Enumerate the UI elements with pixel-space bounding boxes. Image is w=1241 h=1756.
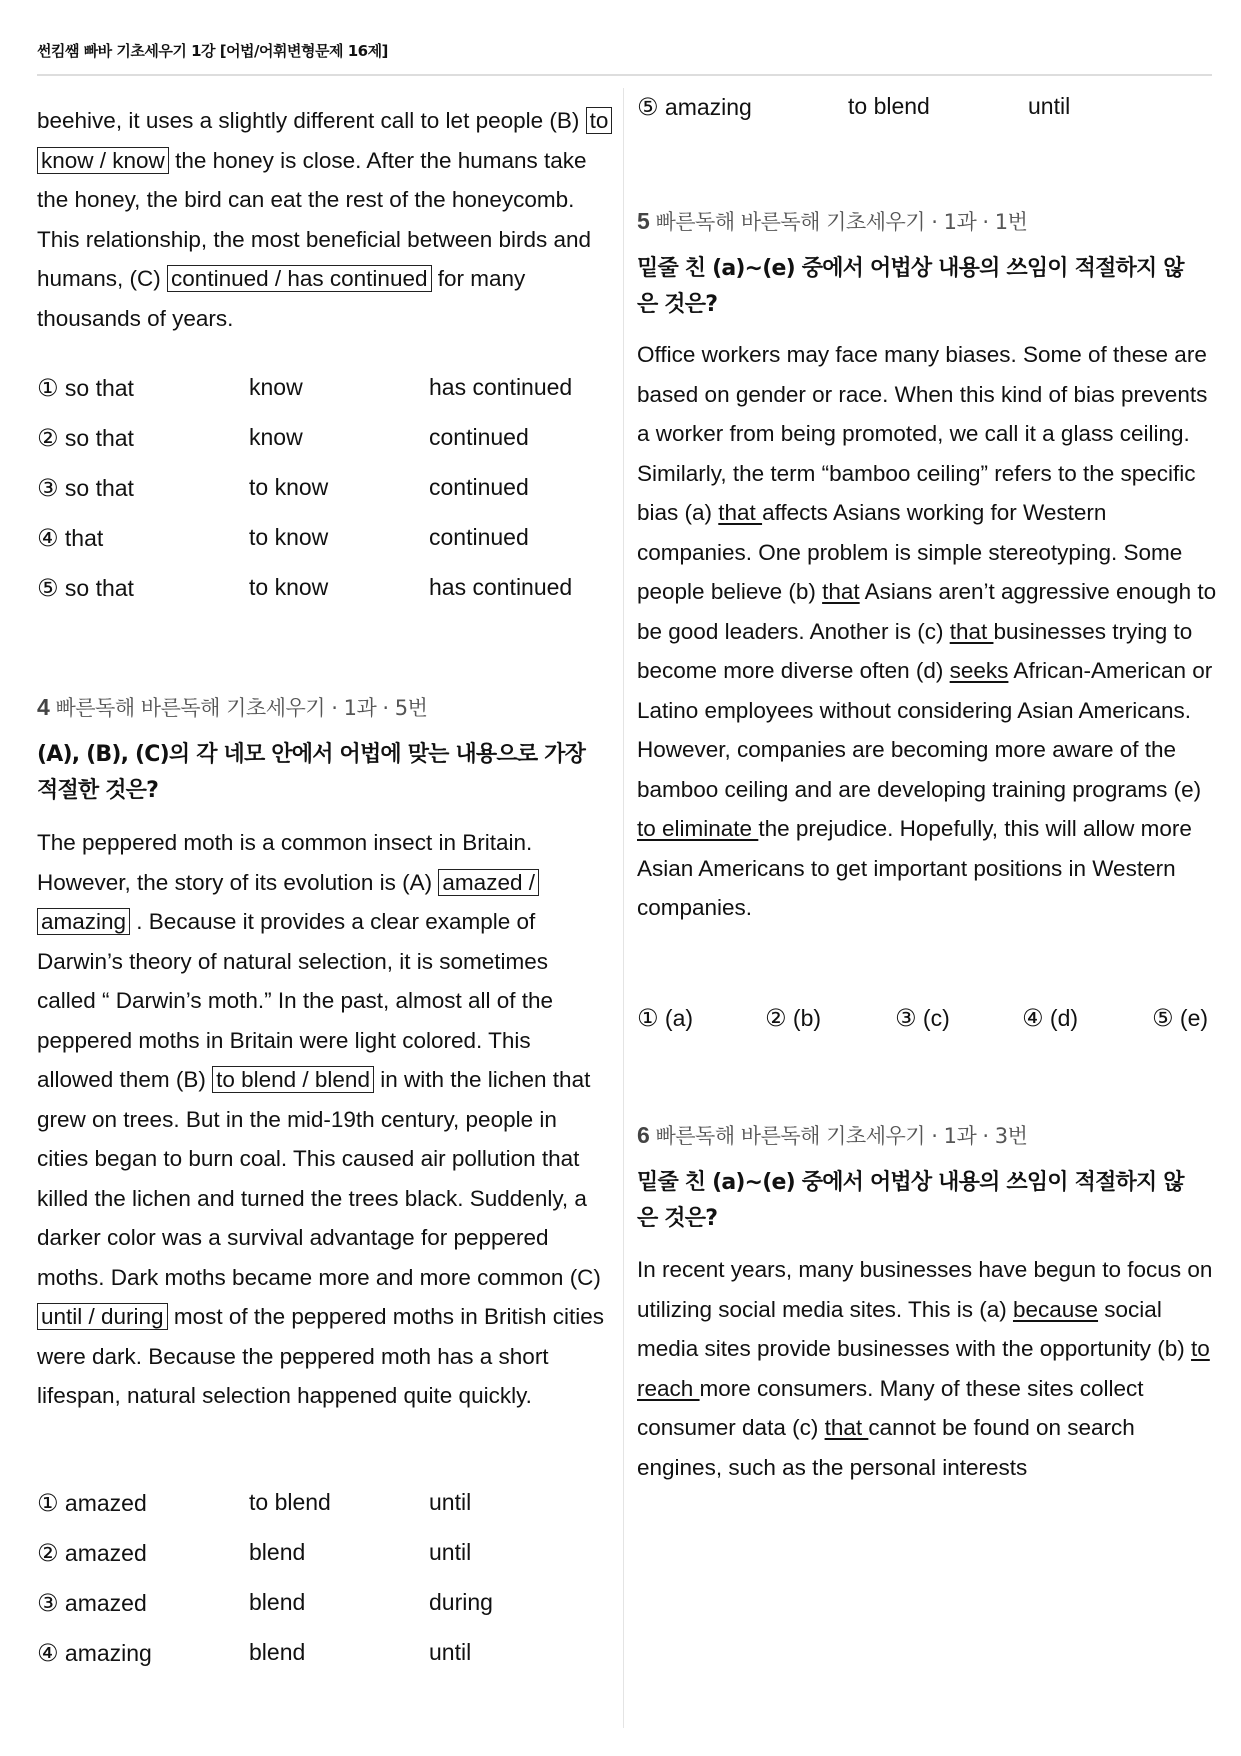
option-a: amazed (64, 1490, 147, 1516)
answer-option[interactable] (37, 474, 134, 502)
q3-passage (37, 101, 609, 338)
option-a: amazed (64, 1540, 147, 1566)
option-a: so that (64, 575, 134, 601)
option-label: (e) (1179, 1005, 1209, 1031)
answer-choice-box: to know / know (37, 107, 612, 174)
answer-option[interactable] (1152, 1004, 1208, 1032)
option-c: until (429, 1489, 472, 1515)
option-b: know (249, 374, 303, 400)
option-c: until (1028, 93, 1071, 119)
option-number: ① (37, 1489, 59, 1517)
option-number: ③ (37, 1589, 59, 1617)
q5-header (637, 206, 1217, 236)
option-number: ④ (37, 1639, 59, 1667)
page-header-title: 썬킴쌤 빠바 기초세우기 1강 [어법/어휘변형문제 16제] (37, 42, 388, 60)
answer-option[interactable] (37, 524, 103, 552)
q4-source: 빠른독해 바른독해 기초세우기 · 1과 · 5번 (55, 696, 428, 720)
passage-text: more consumers. Many of these sites collect consumer data (c) (637, 1375, 1144, 1440)
q5-passage (637, 335, 1217, 928)
option-number: ③ (37, 474, 59, 502)
q6-source: 빠른독해 바른독해 기초세우기 · 1과 · 3번 (655, 1124, 1028, 1148)
answer-option[interactable] (37, 574, 134, 602)
option-b: blend (249, 1539, 306, 1565)
passage-text: social media sites provide businesses with the opportunity (b) (637, 1296, 1192, 1361)
option-b: know (249, 424, 303, 450)
column-divider (623, 88, 624, 1728)
option-c: until (429, 1639, 472, 1665)
answer-choice-box: to blend / blend (212, 1066, 374, 1093)
passage-text: In recent years, many businesses have begun to focus on utilizing social media sites. This is (a) (637, 1257, 1213, 1322)
option-number: ② (37, 1539, 59, 1567)
underlined-phrase: that (824, 1415, 869, 1440)
option-c: during (429, 1589, 493, 1615)
option-c: continued (429, 424, 529, 450)
option-b: to know (249, 474, 329, 500)
option-label: (c) (922, 1005, 950, 1031)
q4-question: (A), (B), (C)의 각 네모 안에서 어법에 맞는 내용으로 가장 적절한 것은? (37, 742, 586, 803)
option-b: to know (249, 574, 329, 600)
underlined-phrase: to eliminate (637, 816, 759, 841)
answer-choice-box: continued / has continued (167, 265, 431, 292)
option-label: (a) (664, 1005, 694, 1031)
underlined-phrase: that (718, 500, 763, 525)
answer-option[interactable] (895, 1004, 950, 1032)
underlined-phrase: seeks (949, 658, 1009, 683)
answer-option[interactable] (37, 374, 134, 402)
option-b: blend (249, 1639, 306, 1665)
passage-text: . Because it provides a clear example of Darwin’s theory of natural selection, it is sometimes called “ Darwin’s moth.” In the past, almost all of the peppered moths in Britain were light colored. This allowed them (B) (37, 909, 554, 1092)
passage-text: beehive, it uses a slightly different call to let people (B) (37, 108, 586, 133)
header-divider (37, 74, 1212, 76)
option-a: that (64, 525, 104, 551)
q6-number: 6 (637, 1122, 650, 1148)
passage-text: Asians aren’t aggressive enough to be good leaders. Another is (c) (637, 579, 1217, 644)
option-c: has continued (429, 374, 573, 400)
q5-number: 5 (637, 208, 650, 234)
underlined-phrase: because (1012, 1296, 1099, 1322)
q5-source: 빠른독해 바른독해 기초세우기 · 1과 · 1번 (655, 210, 1028, 234)
option-b: to blend (848, 93, 930, 119)
q4-number: 4 (37, 694, 50, 720)
q6-header (637, 1120, 1217, 1150)
answer-option[interactable] (37, 1489, 147, 1517)
answer-choice-box: until / during (37, 1303, 168, 1330)
q6-passage (637, 1250, 1217, 1487)
option-label: (d) (1049, 1005, 1079, 1031)
option-number: ① (37, 374, 59, 402)
option-a: amazing (64, 1640, 152, 1666)
passage-text: businesses trying to become more diverse often (d) (637, 618, 1193, 683)
answer-option[interactable] (1022, 1004, 1078, 1032)
answer-option[interactable] (637, 1004, 693, 1032)
option-c: until (429, 1539, 472, 1565)
answer-choice-box: amazed / amazing (37, 869, 539, 936)
option-c: continued (429, 524, 529, 550)
q5-question: 밑줄 친 (a)∼(e) 중에서 어법상 내용의 쓰임이 적절하지 않은 것은? (637, 256, 1184, 317)
option-a: so that (64, 475, 134, 501)
option-number: ④ (37, 524, 59, 552)
passage-text: most of the peppered moths in British cities were dark. Because the peppered moth has a short lifespan, natural selection happened quite quickly. (37, 1304, 605, 1408)
answer-option[interactable] (37, 1539, 147, 1567)
q4-header (37, 692, 609, 722)
passage-text: for many thousands of years. (37, 266, 526, 331)
option-number: ① (637, 1004, 659, 1032)
option-number: ② (37, 424, 59, 452)
option-c: has continued (429, 574, 573, 600)
passage-text: cannot be found on search engines, such as the personal interests (637, 1415, 1135, 1480)
option-number: ③ (895, 1004, 917, 1032)
option-a: amazing (664, 94, 752, 120)
underlined-phrase: that (949, 618, 994, 644)
option-number: ④ (1022, 1004, 1044, 1032)
option-c: continued (429, 474, 529, 500)
option-a: amazed (64, 1590, 147, 1616)
option-number: ② (765, 1004, 787, 1032)
option-number: ⑤ (1152, 1004, 1174, 1032)
option-b: to know (249, 524, 329, 550)
option-a: so that (64, 425, 134, 451)
passage-text: affects Asians working for Western companies. One problem is simple stereotyping. Some people believe (b) (637, 500, 1183, 604)
passage-text: the honey is close. After the humans take the honey, the bird can eat the rest of the honeycomb. This relationship, the most beneficial between birds and humans, (C) (37, 147, 592, 291)
passage-text: The peppered moth is a common insect in Britain. However, the story of its evolution is (A) (37, 830, 533, 895)
answer-option[interactable] (637, 93, 752, 121)
option-b: to blend (249, 1489, 331, 1515)
option-number: ⑤ (37, 574, 59, 602)
underlined-phrase: that (822, 579, 860, 604)
option-a: so that (64, 375, 134, 401)
passage-text: the prejudice. Hopefully, this will allow more Asian Americans to get important positions in Western companies. (637, 816, 1192, 920)
passage-text: Office workers may face many biases. Some of these are based on gender or race. When this kind of bias prevents a worker from being promoted, we call it a glass ceiling. Similarly, the term “bamboo ceiling” refers to the specific bias (a) (637, 342, 1208, 525)
answer-option[interactable] (37, 1639, 152, 1667)
answer-option[interactable] (37, 1589, 147, 1617)
option-label: (b) (792, 1005, 822, 1031)
answer-option[interactable] (37, 424, 134, 452)
passage-text: African-American or Latino employees without considering Asian Americans. However, companies are becoming more aware of the bamboo ceiling and are developing training programs (e) (637, 658, 1213, 802)
passage-text: in with the lichen that grew on trees. But in the mid-19th century, people in cities began to burn coal. This caused air pollution that killed the lichen and turned the trees black. Suddenly, a darker color was a survival advantage for peppered moths. Dark moths became more and more common (C) (37, 1067, 601, 1290)
q6-question: 밑줄 친 (a)∼(e) 중에서 어법상 내용의 쓰임이 적절하지 않은 것은? (637, 1170, 1184, 1231)
answer-option[interactable] (765, 1004, 821, 1032)
option-number: ⑤ (637, 93, 659, 121)
option-b: blend (249, 1589, 306, 1615)
underlined-phrase: to reach (637, 1336, 1210, 1401)
q4-passage (37, 823, 609, 1416)
